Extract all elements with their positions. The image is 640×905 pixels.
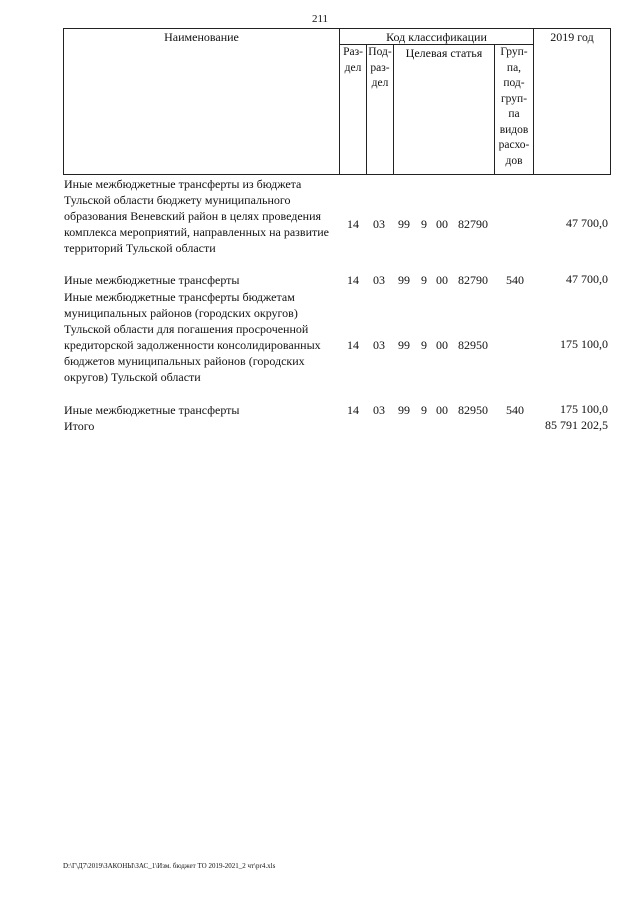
header-classification: Код классификации	[386, 30, 487, 44]
row-amount: 175 100,0	[560, 402, 608, 416]
row-target-4: 82950	[458, 403, 488, 417]
total-amount: 85 791 202,5	[545, 418, 608, 432]
header-subsection: Под- раз- дел	[368, 46, 392, 89]
total-label: Итого	[64, 419, 95, 433]
row-target-2: 9	[421, 217, 427, 231]
row-target-1: 99	[398, 217, 410, 231]
header-group: Груп- па, под- груп- па видов расхо- дов	[498, 46, 530, 167]
row-target-3: 00	[436, 403, 448, 417]
row-target-2: 9	[421, 338, 427, 352]
row-target-4: 82790	[458, 273, 488, 287]
row-name: Иные межбюджетные трансферты из бюджета Тульской области бюджету муниципального образования Веневский район в целях проведения комплекса мероприятий, направленных на развитие территорий Тульской области	[64, 177, 329, 255]
row-target-4: 82790	[458, 217, 488, 231]
table-border-left	[63, 28, 64, 174]
row-target-4: 82950	[458, 338, 488, 352]
row-target-1: 99	[398, 273, 410, 287]
col-divider-subsection	[393, 44, 394, 174]
page-number: 211	[311, 13, 329, 25]
header-year: 2019 год	[550, 30, 594, 44]
header-name: Наименование	[164, 30, 239, 44]
header-target: Целевая статья	[405, 46, 483, 60]
row-target-3: 00	[436, 217, 448, 231]
header-section: Раз- дел	[343, 46, 363, 74]
row-name: Иные межбюджетные трансферты бюджетам муниципальных районов (городских округов) Тульской области для погашения просроченной кредиторской задолженности консолидированных бюджетов муниципальных районов (городских округов) Тульской области	[64, 290, 321, 384]
row-subsection: 03	[373, 403, 385, 417]
row-group: 540	[506, 273, 524, 287]
row-section: 14	[347, 217, 359, 231]
row-amount: 47 700,0	[566, 216, 608, 230]
row-subsection: 03	[373, 273, 385, 287]
row-subsection: 03	[373, 217, 385, 231]
row-target-3: 00	[436, 273, 448, 287]
table-border-bottom	[63, 174, 611, 175]
col-divider-group	[533, 28, 534, 174]
row-amount: 47 700,0	[566, 272, 608, 286]
row-target-3: 00	[436, 338, 448, 352]
row-section: 14	[347, 338, 359, 352]
row-target-2: 9	[421, 403, 427, 417]
row-target-1: 99	[398, 403, 410, 417]
row-target-1: 99	[398, 338, 410, 352]
row-amount: 175 100,0	[560, 337, 608, 351]
row-target-2: 9	[421, 273, 427, 287]
row-section: 14	[347, 403, 359, 417]
row-subsection: 03	[373, 338, 385, 352]
row-section: 14	[347, 273, 359, 287]
row-name: Иные межбюджетные трансферты	[64, 273, 240, 287]
row-name: Иные межбюджетные трансферты	[64, 403, 240, 417]
row-group: 540	[506, 403, 524, 417]
file-path-footer: D:\Г\Д7\2019\ЗАКОНЫ\ЗАС_1\Изм. бюджет ТО 2019-2021_2 чт\pr4.xls	[63, 862, 276, 870]
table-border-right	[610, 28, 611, 174]
